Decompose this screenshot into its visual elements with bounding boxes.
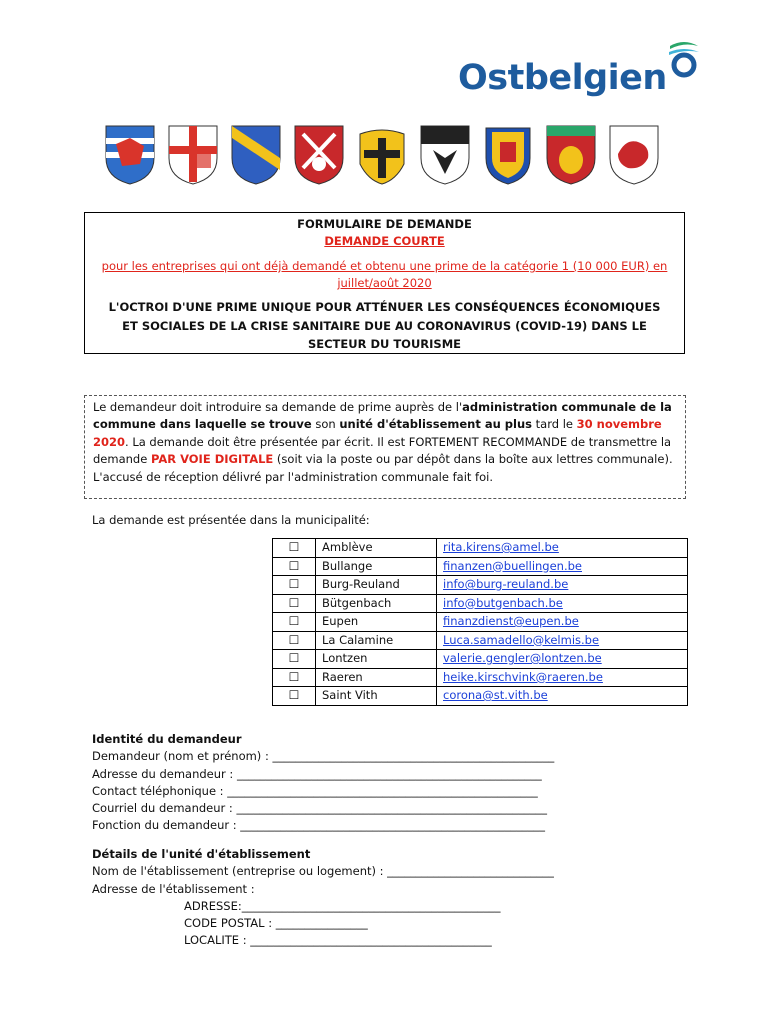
- applicant-name-field[interactable]: Demandeur (nom et prénom) : _________________________________________________: [92, 749, 555, 764]
- municipality-name: Bütgenbach: [316, 594, 437, 613]
- applicant-address-field[interactable]: Adresse du demandeur : _____________________________________________________: [92, 766, 542, 781]
- table-row: [273, 668, 688, 687]
- establishment-address-label: Adresse de l'établissement :: [92, 881, 255, 896]
- notice-text-2: son: [311, 417, 340, 432]
- notice-bold-2: unité d'établissement au plus: [339, 417, 533, 432]
- municipality-email-link[interactable]: rita.kirens@amel.be: [437, 539, 688, 558]
- municipality-name: Eupen: [316, 613, 437, 632]
- applicant-phone-field[interactable]: Contact téléphonique : ______________________________________________________: [92, 783, 538, 798]
- establishment-locality-field[interactable]: LOCALITE : __________________________________________: [184, 933, 492, 948]
- municipality-name: Lontzen: [316, 650, 437, 669]
- crest-burg-reuland-icon: [230, 124, 282, 186]
- form-subtitle: DEMANDE COURTE: [324, 234, 445, 248]
- table-row: [273, 539, 688, 558]
- table-row: [273, 557, 688, 576]
- table-row: [273, 576, 688, 595]
- table-row: [273, 594, 688, 613]
- form-title: FORMULAIRE DE DEMANDE: [297, 217, 472, 231]
- municipality-name: Bullange: [316, 557, 437, 576]
- table-row: [273, 650, 688, 669]
- municipality-checkbox[interactable]: ☐: [273, 576, 316, 595]
- municipality-email-link[interactable]: info@butgenbach.be: [437, 594, 688, 613]
- municipality-email-link[interactable]: Luca.samadello@kelmis.be: [437, 631, 688, 650]
- submission-notice: [84, 395, 686, 499]
- crest-la-calamine-icon: [419, 124, 471, 186]
- municipality-email-link[interactable]: valerie.gengler@lontzen.be: [437, 650, 688, 669]
- notice-deadline: 30 novembre 2020: [93, 417, 662, 449]
- municipality-intro: La demande est présentée dans la municipalité:: [92, 513, 370, 527]
- municipal-crests-row: [104, 124, 660, 186]
- notice-text-5: (soit via la poste ou par dépôt dans la boîte aux lettres communale). L'accusé de réception délivré par l'administration communale fait foi.: [93, 452, 673, 484]
- crest-buellingen-icon: [167, 124, 219, 186]
- logo-text: Ostbelgien: [458, 58, 667, 98]
- notice-text-4: . La demande doit être présentée par écrit. Il est FORTEMENT RECOMMANDE de transmettre la demande: [93, 434, 672, 467]
- establishment-postal-code-field[interactable]: CODE POSTAL : ________________: [184, 916, 368, 931]
- form-description: L'OCTROI D'UNE PRIME UNIQUE POUR ATTÉNUER LES CONSÉQUENCES ÉCONOMIQUES ET SOCIALES DE LA CRISE SANITAIRE DUE AU CORONAVIRUS (COVID-19) DANS LE SECTEUR DU TOURISME: [108, 300, 661, 351]
- municipality-email-link[interactable]: finanzdienst@eupen.be: [437, 613, 688, 632]
- municipality-checkbox[interactable]: ☐: [273, 687, 316, 706]
- form-title-box: [84, 212, 685, 354]
- crest-raeren-icon: [545, 124, 597, 186]
- form-condition: pour les entreprises qui ont déjà demandé et obtenu une prime de la catégorie 1 (10 000 EUR) en juillet/août 2020: [101, 259, 668, 290]
- crest-butgenbach-icon: [293, 124, 345, 186]
- crest-amel-icon: [104, 124, 156, 186]
- crest-lontzen-icon: [482, 124, 534, 186]
- establishment-heading: Détails de l'unité d'établissement: [92, 847, 311, 861]
- municipality-email-link[interactable]: corona@st.vith.be: [437, 687, 688, 706]
- municipality-checkbox[interactable]: ☐: [273, 539, 316, 558]
- municipality-email-link[interactable]: info@burg-reuland.be: [437, 576, 688, 595]
- municipality-checkbox[interactable]: ☐: [273, 557, 316, 576]
- municipality-checkbox[interactable]: ☐: [273, 650, 316, 669]
- establishment-name-field[interactable]: Nom de l'établissement (entreprise ou logement) : _____________________________: [92, 864, 554, 879]
- crest-eupen-icon: [356, 124, 408, 186]
- notice-digital: PAR VOIE DIGITALE: [150, 452, 274, 467]
- municipality-table: [272, 538, 688, 706]
- notice-text-3: tard le: [532, 417, 577, 432]
- notice-text-1: Le demandeur doit introduire sa demande de prime auprès de l': [93, 400, 463, 414]
- municipality-name: La Calamine: [316, 631, 437, 650]
- municipality-name: Burg-Reuland: [316, 576, 437, 595]
- identity-heading: Identité du demandeur: [92, 732, 242, 746]
- applicant-identity-section: [92, 731, 554, 835]
- applicant-email-field[interactable]: Courriel du demandeur : ______________________________________________________: [92, 801, 547, 816]
- municipality-name: Raeren: [316, 668, 437, 687]
- table-row: [273, 687, 688, 706]
- table-row: [273, 631, 688, 650]
- municipality-email-link[interactable]: finanzen@buellingen.be: [437, 557, 688, 576]
- logo-swirl-icon: [666, 40, 702, 78]
- establishment-section: [92, 846, 554, 950]
- table-row: [273, 613, 688, 632]
- municipality-checkbox[interactable]: ☐: [273, 613, 316, 632]
- municipality-checkbox[interactable]: ☐: [273, 668, 316, 687]
- municipality-checkbox[interactable]: ☐: [273, 631, 316, 650]
- notice-bold-1: administration communale de la commune dans laquelle se trouve: [93, 400, 672, 432]
- applicant-function-field[interactable]: Fonction du demandeur : _____________________________________________________: [92, 818, 546, 833]
- crest-saint-vith-icon: [608, 124, 660, 186]
- municipality-name: Amblève: [316, 539, 437, 558]
- municipality-name: Saint Vith: [316, 687, 437, 706]
- municipality-email-link[interactable]: heike.kirschvink@raeren.be: [437, 668, 688, 687]
- establishment-street-field[interactable]: ADRESSE:_____________________________________________: [184, 898, 501, 913]
- ostbelgien-logo: [458, 38, 698, 108]
- municipality-checkbox[interactable]: ☐: [273, 594, 316, 613]
